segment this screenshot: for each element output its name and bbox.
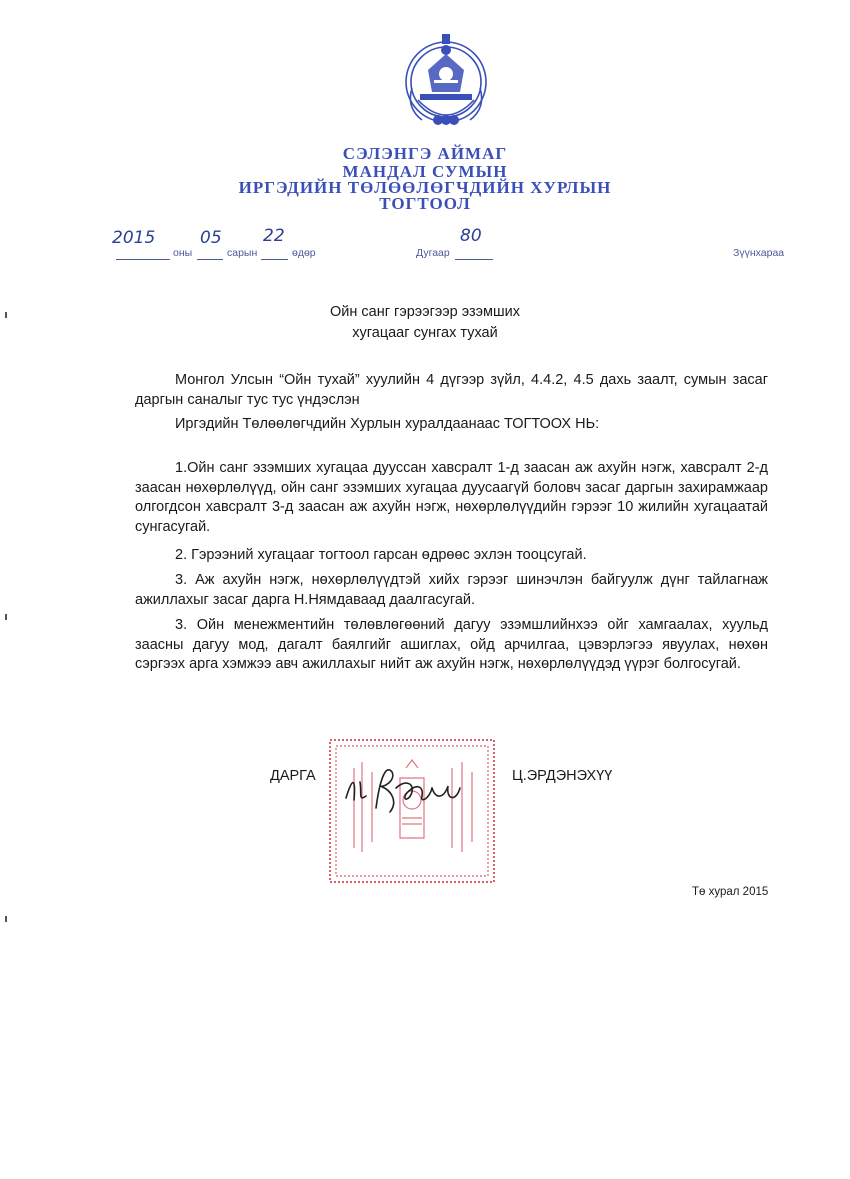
day-label: өдөр <box>292 247 316 259</box>
resolution-item-1: 1.Ойн санг эзэмших хугацаа дууссан хавсралт 1-д заасан аж ахуйн нэгж, хавсралт 2-д заасан нөхөрлөлүүд, ойн санг эзэмших хугацаа дуусаагүй боловч засаг даргын захирамжаар олгогдсон хавсралт 3-д заасан аж ахуйн нэгж, нөхөрлөлүүдийн гэрээг 10 жилийн хугацаатай сунгасугай. <box>135 460 768 535</box>
handwritten-month: 05 <box>200 228 222 248</box>
month-label: сарын <box>227 247 258 259</box>
resolution-item-2: 2. Гэрээний хугацааг тогтоол гарсан өдрөөс эхлэн тооцсугай. <box>175 547 587 563</box>
preamble-text: Монгол Улсын “Ойн тухай” хуулийн 4 дүгээр зүйл, 4.4.2, 4.5 дахь заалт, сумын засаг даргын саналыг тус тус үндэслэн <box>135 372 768 408</box>
header-soum: МАНДАЛ СУМЫН <box>342 162 508 181</box>
state-emblem-icon <box>398 30 494 138</box>
handwritten-day: 22 <box>263 226 285 246</box>
scan-mark <box>5 916 7 922</box>
handwritten-signature <box>332 758 472 818</box>
document-title-line1: Ойн санг гэрээгээр эзэмших <box>329 304 520 320</box>
resolution-item-4: 3. Ойн менежментийн төлөвлөгөөний дагуу эзэмшлийнхээ ойг хамгаалах, хуульд заасны дагуу мод, дагалт баялгийг ашиглах, ойд арчилгаа, цэвэрлэгээ явуулах, нөхөн сэргээх арга хэмжээ авч ажиллахыг нийт аж ахуйн нэгж, нөхөрлөлүүдэд үүрэг болгосугай. <box>135 617 768 673</box>
signatory-name: Ц.ЭРДЭНЭХҮҮ <box>512 768 613 784</box>
scan-mark <box>5 614 7 620</box>
handwritten-year: 2015 <box>112 228 156 248</box>
footer-note: Тө хурал 2015 <box>692 886 769 898</box>
header-resolution: ТОГТООЛ <box>379 194 471 213</box>
number-label: Дугаар <box>416 247 450 259</box>
handwritten-number: 80 <box>460 226 482 246</box>
place-label: Зүүнхараа <box>733 247 785 259</box>
header-council: ИРГЭДИЙН ТӨЛӨӨЛӨГЧДИЙН ХУРЛЫН <box>238 178 612 197</box>
date-line <box>0 226 850 262</box>
decision-heading: Иргэдийн Төлөөлөгчдийн Хурлын хуралдаанаас ТОГТООХ НЬ: <box>175 416 600 432</box>
resolution-item-3: 3. Аж ахуйн нэгж, нөхөрлөлүүдтэй хийх гэрээг шинэчлэн байгуулж дүнг тайлагнаж ажиллахыг засаг дарга Н.Нямдаваад даалгасугай. <box>135 572 768 608</box>
scan-mark <box>5 312 7 318</box>
year-label: оны <box>173 247 193 259</box>
signatory-position: ДАРГА <box>270 768 316 784</box>
header-province: СЭЛЭНГЭ АЙМАГ <box>342 144 508 163</box>
document-title-line2: хугацааг сунгах тухай <box>352 325 498 341</box>
